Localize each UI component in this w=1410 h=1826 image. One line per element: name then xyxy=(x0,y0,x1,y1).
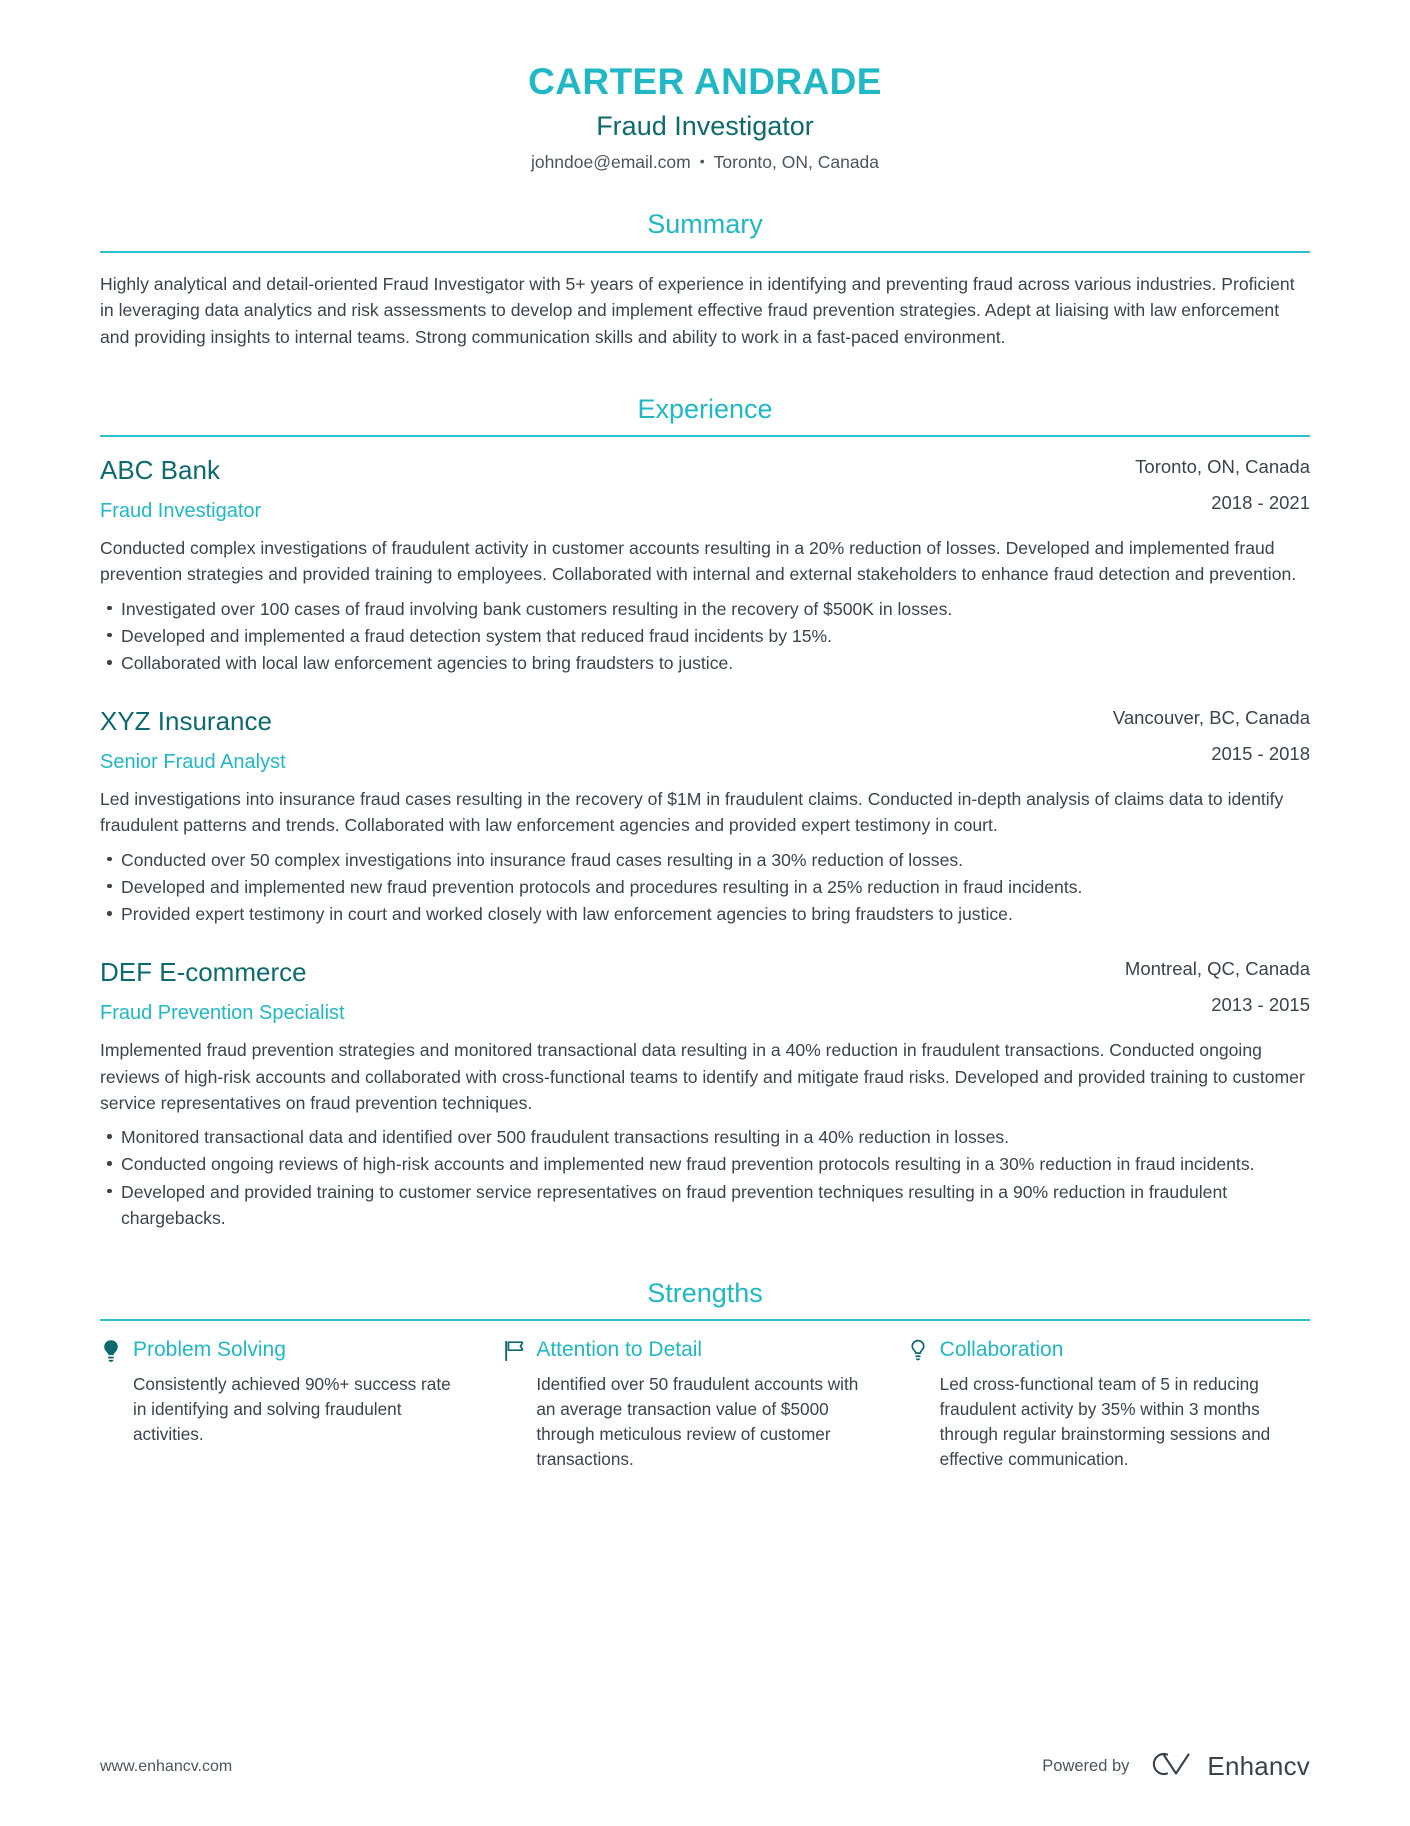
page-title: CARTER ANDRADE xyxy=(528,61,882,102)
job-dates: 2015 - 2018 xyxy=(1211,742,1310,764)
strength-description: Identified over 50 fraudulent accounts with an average transaction value of $5000 through meticulous review of customer transactions. xyxy=(536,1373,859,1470)
lightbulb-outline-icon xyxy=(907,1339,929,1363)
entry-right-column xyxy=(1095,706,1310,765)
summary-text: Highly analytical and detail-oriented Fraud Investigator with 5+ years of experience in identifying and preventing fraud across various industries. Proficient in leveraging data analytics and risk assessments to develop and implement effective fraud prevention strategies. Adept at liaising with law enforcement and providing insights to internal teams. Strong communication skills and ability to work in a fast-paced environment. xyxy=(100,273,1295,348)
job-description: Implemented fraud prevention strategies and monitored transactional data resulting in a 40% reduction in fraudulent transactions. Conducted ongoing reviews of high-risk accounts and collaborated with cross-functional teams to identify and mitigate fraud risks. Developed and provided training to customer service representatives on fraud prevention techniques. xyxy=(100,1040,1305,1113)
contact-email[interactable]: johndoe@email.com xyxy=(530,152,691,173)
company-name: XYZ Insurance xyxy=(100,706,272,737)
list-item: Developed and implemented new fraud prevention protocols and procedures resulting in a 25% reduction in fraud incidents. xyxy=(100,874,1310,900)
strength-header xyxy=(100,1337,461,1363)
experience-body xyxy=(100,437,1310,1231)
job-location: Vancouver, BC, Canada xyxy=(1112,707,1310,729)
section-summary xyxy=(100,208,1310,351)
job-description: Led investigations into insurance fraud cases resulting in the recovery of $1M in fraudulent claims. Conducted in-depth analysis of claims data to identify fraudulent patterns and trends. Collaborated with law enforcement agencies and provided expert testimony in court. xyxy=(100,789,1284,836)
job-bullet-list xyxy=(100,1124,1310,1231)
lightbulb-filled-icon xyxy=(100,1339,122,1363)
experience-entry xyxy=(100,957,1310,1231)
job-dates: 2013 - 2015 xyxy=(1211,994,1310,1016)
footer-brand-area xyxy=(1042,1748,1310,1785)
section-strengths xyxy=(100,1277,1310,1472)
company-name: ABC Bank xyxy=(100,455,220,486)
powered-by-label: Powered by xyxy=(1042,1757,1130,1775)
contact-line xyxy=(100,151,1310,174)
entry-left-column xyxy=(100,706,1095,775)
company-name: DEF E-commerce xyxy=(100,957,307,988)
contact-separator: • xyxy=(699,153,705,170)
entry-right-column xyxy=(1095,957,1310,1016)
list-item: Collaborated with local law enforcement agencies to bring fraudsters to justice. xyxy=(100,650,1310,676)
brand-wordmark: Enhancv xyxy=(1207,1751,1310,1781)
job-bullet-list xyxy=(100,847,1310,928)
list-item: Conducted over 50 complex investigations into insurance fraud cases resulting in a 30% reduction of losses. xyxy=(100,847,1310,873)
job-role: Fraud Investigator xyxy=(100,499,262,522)
list-item: Monitored transactional data and identified over 500 fraudulent transactions resulting in a 40% reduction in losses. xyxy=(100,1124,1310,1150)
job-location: Toronto, ON, Canada xyxy=(1135,456,1310,478)
strength-description: Consistently achieved 90%+ success rate in identifying and solving fraudulent activities. xyxy=(133,1373,451,1444)
entry-header xyxy=(100,706,1310,775)
entry-header xyxy=(100,957,1310,1026)
strength-item xyxy=(503,1337,906,1472)
enhancv-brand xyxy=(1145,1748,1310,1785)
section-experience xyxy=(100,393,1310,1231)
enhancv-cv-logo-icon xyxy=(1145,1748,1197,1785)
job-role: Senior Fraud Analyst xyxy=(100,751,286,773)
strength-description: Led cross-functional team of 5 in reducing fraudulent activity by 35% within 3 months through regular brainstorming sessions and effective communication. xyxy=(939,1373,1271,1470)
list-item: Conducted ongoing reviews of high-risk accounts and implemented new fraud prevention protocols resulting in a 30% reduction in fraud incidents. xyxy=(100,1151,1310,1177)
entry-left-column xyxy=(100,957,1095,1026)
resume-page xyxy=(100,0,1310,1781)
strength-item xyxy=(907,1337,1310,1472)
strength-title: Problem Solving xyxy=(133,1338,286,1362)
experience-entry xyxy=(100,706,1310,927)
strength-item xyxy=(100,1337,503,1472)
section-heading-strengths: Strengths xyxy=(647,1278,763,1309)
strength-title: Collaboration xyxy=(939,1338,1064,1362)
flag-icon xyxy=(503,1339,525,1363)
contact-location: Toronto, ON, Canada xyxy=(713,152,880,173)
job-bullet-list xyxy=(100,596,1310,677)
list-item: Investigated over 100 cases of fraud involving bank customers resulting in the recovery of $500K in losses. xyxy=(100,596,1310,622)
list-item: Developed and provided training to customer service representatives on fraud prevention techniques resulting in a 90% reduction in fraudulent chargebacks. xyxy=(100,1179,1310,1231)
list-item: Developed and implemented a fraud detection system that reduced fraud incidents by 15%. xyxy=(100,623,1310,649)
entry-right-column xyxy=(1095,455,1310,514)
job-dates: 2018 - 2021 xyxy=(1211,491,1310,513)
job-location: Montreal, QC, Canada xyxy=(1124,958,1310,980)
summary-body xyxy=(100,253,1310,351)
footer-website-url[interactable]: www.enhancv.com xyxy=(100,1757,233,1775)
list-item: Provided expert testimony in court and worked closely with law enforcement agencies to bring fraudsters to justice. xyxy=(100,901,1310,927)
experience-entry xyxy=(100,455,1310,676)
strength-title: Attention to Detail xyxy=(536,1338,703,1362)
job-role: Fraud Prevention Specialist xyxy=(100,1002,345,1025)
strength-header xyxy=(503,1337,864,1363)
header-job-title: Fraud Investigator xyxy=(596,110,814,141)
entry-left-column xyxy=(100,455,1095,524)
job-description: Conducted complex investigations of fraudulent activity in customer accounts resulting in a 20% reduction of losses. Developed and implemented fraud prevention strategies and provided training to employees. Collaborated with internal and external stakeholders to enhance fraud detection and prevention. xyxy=(100,537,1297,585)
strength-header xyxy=(907,1337,1310,1363)
section-heading-summary: Summary xyxy=(647,209,763,240)
section-heading-experience: Experience xyxy=(637,393,773,424)
resume-header xyxy=(100,0,1310,174)
resume-footer xyxy=(100,1748,1310,1785)
strengths-grid xyxy=(100,1321,1310,1472)
entry-header xyxy=(100,455,1310,524)
